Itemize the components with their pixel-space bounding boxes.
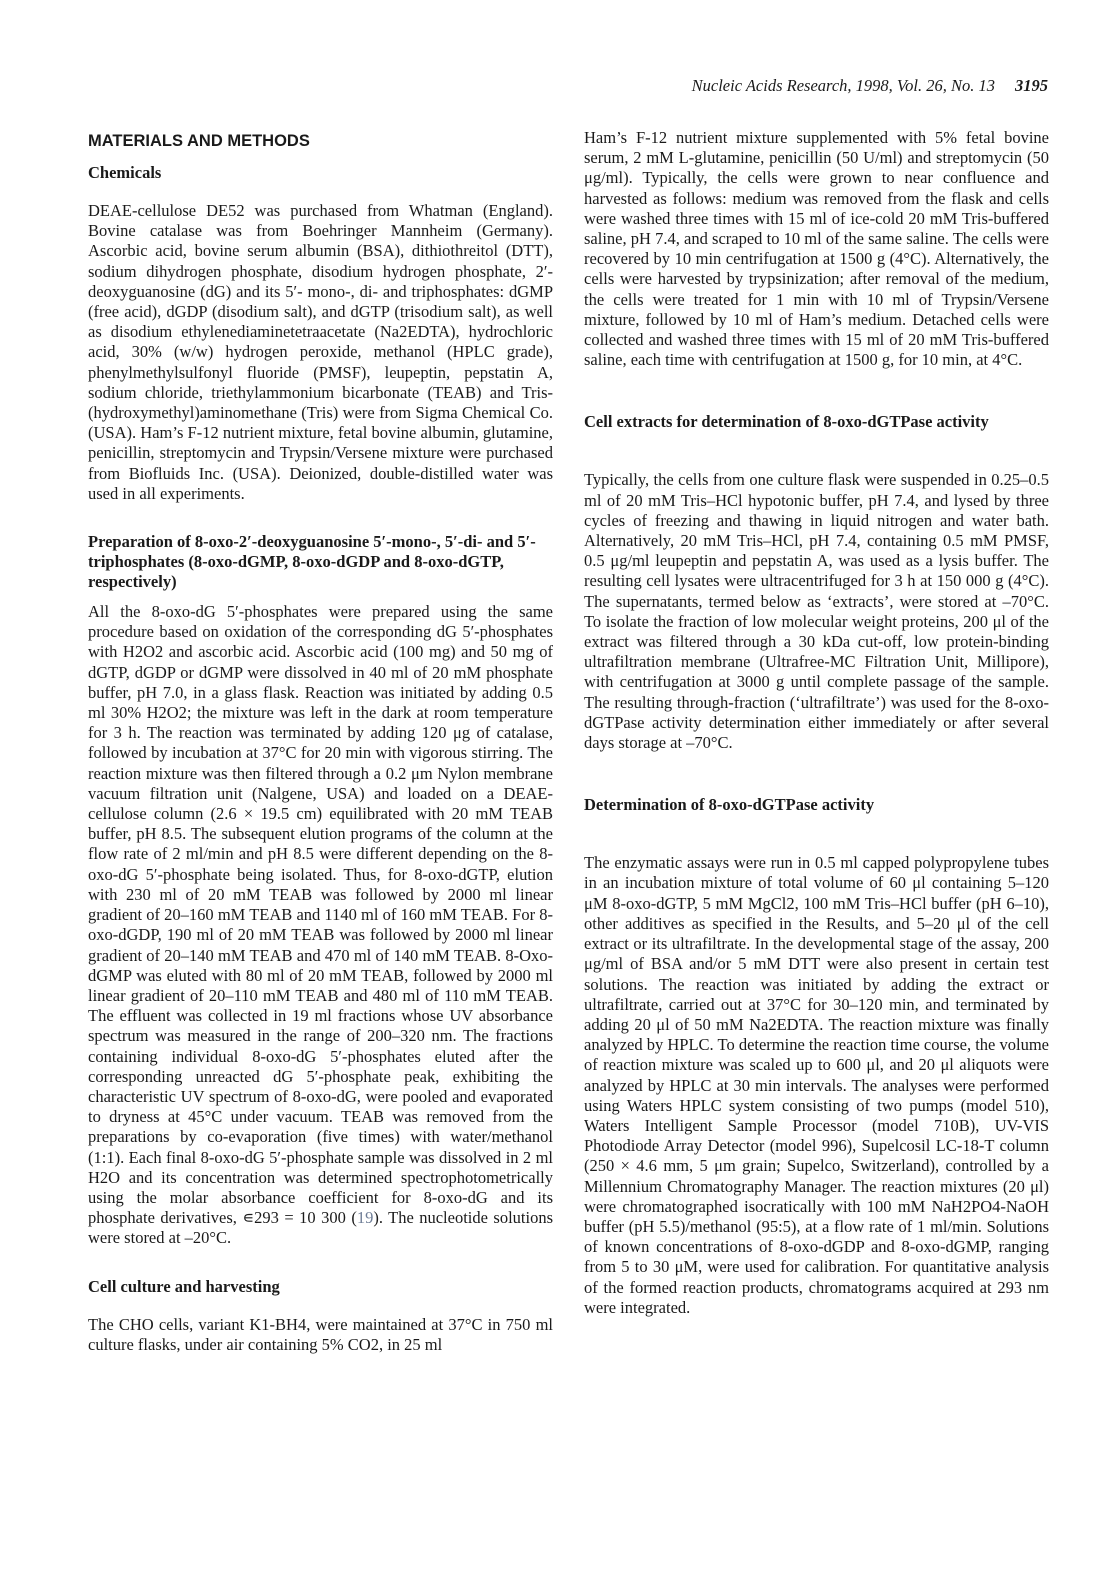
subsection-title-culture: Cell culture and harvesting <box>88 1276 280 1296</box>
subsection-title-determination: Determination of 8-oxo-dGTPase activity <box>584 795 875 815</box>
page-number: 3195 <box>1015 76 1048 95</box>
preparation-text-end: ). The nucleotide solutions were stored at –20°C. <box>88 1208 554 1248</box>
left-column <box>88 128 553 1355</box>
reference-link[interactable]: 19 <box>356 1208 374 1228</box>
journal-citation: Nucleic Acids Research, 1998, Vol. 26, No. 13 <box>691 76 995 95</box>
paragraph-culture: The CHO cells, variant K1-BH4, were maintained at 37°C in 750 ml culture flasks, under air containing 5% CO2, in 25 ml <box>88 1314 553 1354</box>
paragraph-determination: The enzymatic assays were run in 0.5 ml capped polypropylene tubes in an incubation mixture of total volume of 60 μl containing 5–120 μM 8-oxo-dGTP, 5 mM MgCl2, 100 mM Tris–HCl buffer (pH 6–10), other additives as specified in the Results, and 5–20 μl of the cell extract or its ultrafiltrate. In the developmental stage of the assay, 200 μg/ml of BSA and/or 5 mM DTT were also present in certain test solutions. The reaction was initiated by adding the extract or ultrafiltrate, carried out at 37°C for 30–120 min, and terminated by adding 20 μl of 50 mM Na2EDTA. The reaction mixture was finally analyzed by HPLC. To determine the reaction time course, the volume of reaction mixture was scaled up to 600 μl, and 20 μl aliquots were analyzed by HPLC at 30 min intervals. The analyses were performed using Waters HPLC system consisting of two pumps (model 510), Waters Intelligent Sample Processor (model 710B), UV-VIS Photodiode Array Detector (model 996), Supelcosil LC-18-T column (250 × 4.6 mm, 5 μm grain; Supelco, Switzerland), controlled by a Millennium Chromatography Manager. The reaction mixtures (20 μl) were chromatographed isocratically with 100 mM NaH2PO4-NaOH buffer (pH 5.5)/methanol (95:5), at a flow rate of 1 ml/min. Solutions of known concentrations of 8-oxo-dGDP and 8-oxo-dGMP, ranging from 5 to 30 μM, were used for calibration. For quantitative analysis of the formed reaction products, chromatograms acquired at 293 nm were integrated. <box>584 853 1049 1317</box>
subsection-title-chemicals: Chemicals <box>88 163 162 182</box>
page-header <box>620 76 1048 96</box>
paragraph-culture-continued: Ham’s F-12 nutrient mixture supplemented with 5% fetal bovine serum, 2 mM L-glutamine, penicillin (50 U/ml) and streptomycin (50 μg/ml). Typically, the cells were grown to near confluence and harvested as follows: medium was removed from the flask and cells were washed three times with 15 ml of ice-cold 20 mM Tris-buffered saline, pH 7.4, and scraped to 10 ml of the same saline. The cells were recovered by 10 min centrifugation at 1500 g (4°C). Alternatively, the cells were harvested by trypsinization; after removal of the medium, the cells were treated for 1 min with 10 ml of Trypsin/Versene mixture, followed by 10 ml of Ham’s medium. Detached cells were collected and washed three times with 15 ml of 20 mM Tris-buffered saline, each time with centrifugation at 1500 g, for 10 min, at 4°C. <box>584 128 1049 370</box>
paragraph-chemicals: DEAE-cellulose DE52 was purchased from Whatman (England). Bovine catalase was from Boehringer Mannheim (Germany). Ascorbic acid, bovine serum albumin (BSA), dithiothreitol (DTT), sodium dihydrogen phosphate, disodium hydrogen phosphate, 2′-deoxyguanosine (dG) and its 5′- mono-, di- and triphosphates: dGMP (free acid), dGDP (disodium salt), and dGTP (trisodium salt), as well as disodium ethylenediaminetetraacetate (Na2EDTA), hydrochloric acid, 30% (w/w) hydrogen peroxide, methanol (HPLC grade), phenylmethylsulfonyl fluoride (PMSF), leupeptin, pepstatin A, sodium chloride, triethylammonium bicarbonate (TEAB) and Tris-(hydroxymethyl)aminomethane (Tris) were from Sigma Chemical Co. (USA). Ham’s F-12 nutrient mixture, fetal bovine albumin, glutamine, penicillin, streptomycin and Trypsin/Versene mixture were purchased from Biofluids Inc. (USA). Deionized, double-distilled water was used in all experiments. <box>88 201 553 503</box>
subsection-title-preparation: Preparation of 8-oxo-2′-deoxyguanosine 5′-mono-, 5′-di- and 5′-triphosphates (8-oxo-dGMP, 8-oxo-dGDP and 8-oxo-dGTP, respectively) <box>88 532 536 592</box>
subsection-title-extracts: Cell extracts for determination of 8-oxo-dGTPase activity <box>584 412 989 432</box>
paragraph-extracts: Typically, the cells from one culture flask were suspended in 0.25–0.5 ml of 20 mM Tris–HCl hypotonic buffer, pH 7.4, and lysed by three cycles of freezing and thawing in liquid nitrogen and water bath. Alternatively, 20 mM Tris–HCl, pH 7.4, containing 0.5 mM PMSF, 0.5 μg/ml leupeptin and pepstatin A, was used as a lysis buffer. The resulting cell lysates were ultracentrifuged for 3 h at 150 000 g (4°C). The supernatants, termed below as ‘extracts’, were stored at –70°C. To isolate the fraction of low molecular weight proteins, 200 μl of the extract was filtered through a 30 kDa cut-off, low protein-binding ultrafiltration membrane (Ultrafree-MC Filtration Unit, Millipore), with centrifugation at 3000 g until complete passage of the sample. The resulting through-fraction (‘ultrafiltrate’) was used for the 8-oxo-dGTPase activity determination either immediately or after several days storage at –70°C. <box>584 470 1049 753</box>
section-title: MATERIALS AND METHODS <box>88 132 310 150</box>
paragraph-preparation <box>88 602 553 1249</box>
preparation-text: All the 8-oxo-dG 5′-phosphates were prepared using the same procedure based on oxidation of the corresponding dG 5′-phosphates with H2O2 and ascorbic acid. Ascorbic acid (100 mg) and 50 mg of dGTP, dGDP or dGMP were dissolved in 40 ml of 20 mM phosphate buffer, pH 7.0, in a glass flask. Reaction was initiated by adding 0.5 ml 30% H2O2; the mixture was left in the dark at room temperature for 3 h. The reaction was terminated by adding 120 μg of catalase, followed by incubation at 37°C for 20 min with vigorous stirring. The reaction mixture was then filtered through a 0.2 μm Nylon membrane vacuum filtration unit (Nalgene, USA) and loaded on a DEAE-cellulose column (2.6 × 19.5 cm) equilibrated with 20 mM TEAB buffer, pH 8.5. The subsequent elution programs of the column at the flow rate of 2 ml/min and pH 8.5 were different depending on the 8-oxo-dG 5′-phosphate being isolated. Thus, for 8-oxo-dGTP, elution with 230 ml of 20 mM TEAB was followed by 2000 ml linear gradient of 20–160 mM TEAB and 1140 ml of 160 mM TEAB. For 8-oxo-dGDP, 190 ml of 20 mM TEAB was followed by 2000 ml linear gradient of 20–140 mM TEAB and 470 ml of 140 mM TEAB. 8-Oxo-dGMP was eluted with 80 ml of 20 mM TEAB, followed by 2000 ml linear gradient of 20–110 mM TEAB and 480 ml of 110 mM TEAB. The effluent was collected in 19 ml fractions whose UV absorbance spectrum was measured in the range of 200–320 nm. The fractions containing individual 8-oxo-dG 5′-phosphates eluted after the corresponding unreacted dG 5′-phosphate peak, exhibiting the characteristic UV spectrum of 8-oxo-dG, were pooled and evaporated to dryness at 45°C under vacuum. TEAB was removed from the preparations by co-evaporation (five times) with water/methanol (1:1). Each final 8-oxo-dG 5′-phosphate sample was dissolved in 2 ml H2O and its concentration was determined spectrophotometrically using the molar absorbance coefficient for 8-oxo-dG and its phosphate derivatives, ∊293 = 10 300 ( <box>88 602 553 1228</box>
right-column <box>584 128 1049 1318</box>
